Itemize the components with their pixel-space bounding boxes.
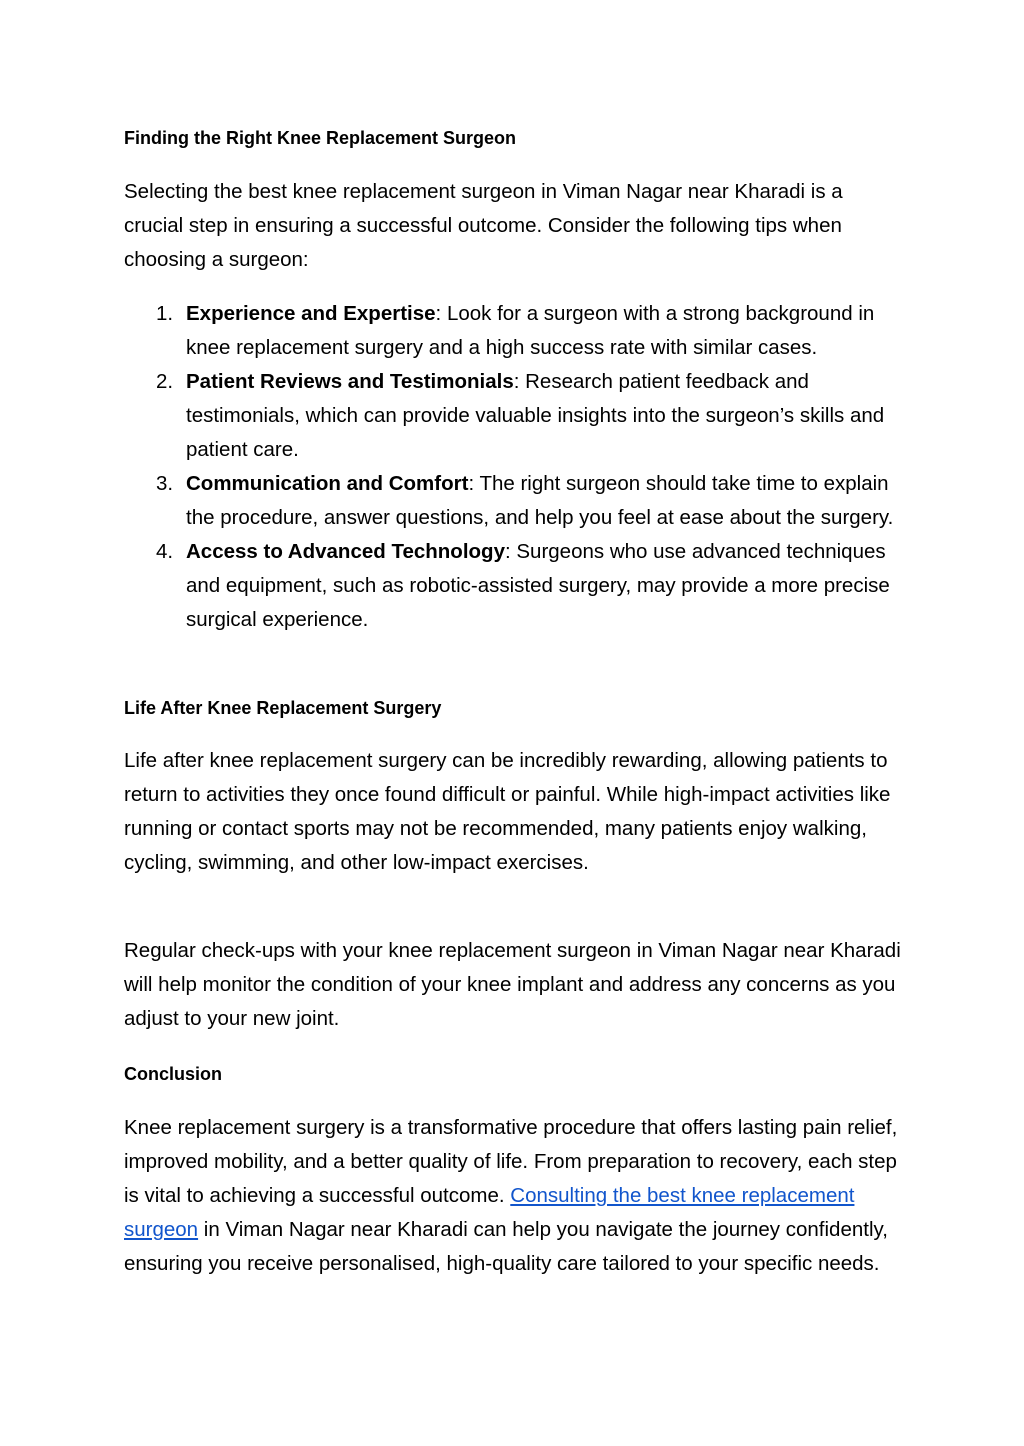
- life-after-paragraph-2: Regular check-ups with your knee replacement surgeon in Viman Nagar near Kharadi will help monitor the condition of your knee implant and address any concerns as you adjust to your new joint.: [124, 939, 901, 1030]
- list-number: 2.: [156, 370, 174, 393]
- tip-title: Experience and Expertise: [186, 302, 436, 325]
- tips-list: [124, 297, 904, 637]
- heading-finding-surgeon: Finding the Right Knee Replacement Surgeon: [124, 128, 517, 148]
- heading-conclusion: Conclusion: [124, 1064, 222, 1084]
- tip-text: : Research patient feedback and testimonials, which can provide valuable insights into the surgeon’s skills and patient care.: [186, 370, 885, 461]
- heading-life-after: Life After Knee Replacement Surgery: [124, 698, 442, 718]
- list-item: [124, 297, 900, 365]
- tip-title: Communication and Comfort: [186, 472, 469, 495]
- list-item: [124, 365, 900, 467]
- tip-title: Patient Reviews and Testimonials: [186, 370, 514, 393]
- list-number: 4.: [156, 540, 174, 563]
- list-number: 1.: [156, 302, 174, 325]
- life-after-paragraph-1: Life after knee replacement surgery can be incredibly rewarding, allowing patients to return to activities they once found difficult or painful. While high-impact activities like running or contact sports may not be recommended, many patients enjoy walking, cycling, swimming, and other low-impact exercises.: [124, 749, 891, 874]
- list-number: 3.: [156, 472, 174, 495]
- tip-text: : Look for a surgeon with a strong background in knee replacement surgery and a high success rate with similar cases.: [186, 302, 875, 359]
- list-item: [124, 467, 900, 535]
- conclusion-text-after-link: in Viman Nagar near Kharadi can help you navigate the journey confidently, ensuring you receive personalised, high-quality care tailored to your specific needs.: [124, 1218, 888, 1275]
- conclusion-paragraph: [124, 1111, 904, 1281]
- conclusion-text-before-link: Knee replacement surgery is a transformative procedure that offers lasting pain relief, improved mobility, and a better quality of life. From preparation to recovery, each step is vital to achieving a successful outcome.: [124, 1116, 898, 1207]
- list-item: [124, 535, 900, 637]
- tip-text: : The right surgeon should take time to explain the procedure, answer questions, and help you feel at ease about the surgery.: [186, 472, 894, 529]
- tip-title: Access to Advanced Technology: [186, 540, 505, 563]
- intro-paragraph: Selecting the best knee replacement surgeon in Viman Nagar near Kharadi is a crucial step in ensuring a successful outcome. Consider the following tips when choosing a surgeon:: [124, 180, 843, 271]
- surgeon-link[interactable]: Consulting the best knee replacement surgeon: [124, 1184, 855, 1241]
- tip-text: : Surgeons who use advanced techniques and equipment, such as robotic-assisted surgery, may provide a more precise surgical experience.: [186, 540, 890, 631]
